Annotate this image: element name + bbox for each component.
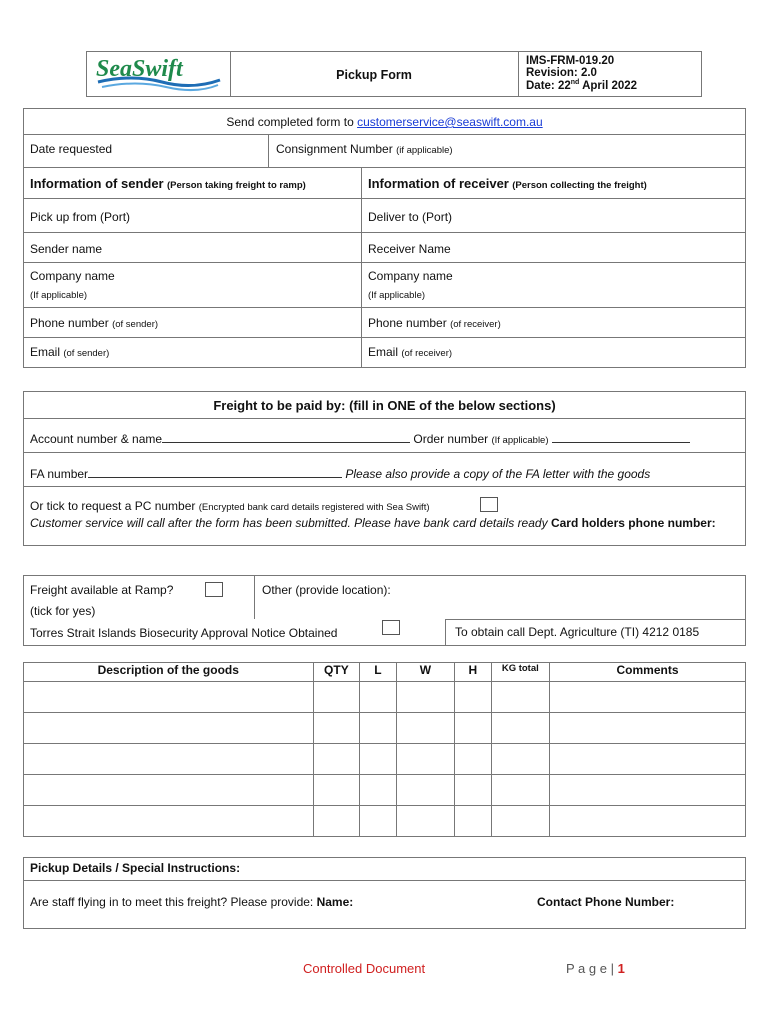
- email-link[interactable]: customerservice@seaswift.com.au: [357, 115, 543, 129]
- goods-cell[interactable]: [455, 806, 492, 837]
- goods-cell[interactable]: [360, 713, 397, 744]
- receiver-heading: Information of receiver (Person collecting the freight): [368, 176, 647, 191]
- receiver-company-label: Company name: [368, 269, 453, 283]
- goods-cell[interactable]: [24, 682, 314, 713]
- goods-cell[interactable]: [455, 744, 492, 775]
- table-row: [24, 713, 746, 744]
- goods-cell[interactable]: [313, 682, 360, 713]
- goods-cell[interactable]: [491, 713, 549, 744]
- goods-header-cell: H: [455, 663, 492, 682]
- goods-cell[interactable]: [550, 806, 746, 837]
- goods-cell[interactable]: [455, 775, 492, 806]
- sender-phone-label: Phone number (of sender): [30, 316, 159, 330]
- consignment-label: Consignment Number (if applicable): [276, 142, 453, 156]
- goods-cell[interactable]: [396, 806, 454, 837]
- sender-heading: Information of sender (Person taking freight to ramp): [30, 176, 306, 191]
- sender-company-note: (If applicable): [30, 290, 88, 301]
- table-row: [24, 806, 746, 837]
- sender-email-label: Email (of sender): [30, 345, 110, 359]
- seaswift-logo: [92, 52, 226, 94]
- goods-cell[interactable]: [24, 744, 314, 775]
- payment-heading: Freight to be paid by: (fill in ONE of the below sections): [213, 398, 556, 413]
- goods-cell[interactable]: [313, 713, 360, 744]
- goods-cell[interactable]: [396, 713, 454, 744]
- goods-header-cell: Comments: [550, 663, 746, 682]
- sender-name-label: Sender name: [30, 242, 103, 256]
- goods-cell[interactable]: [360, 775, 397, 806]
- deliver-port-label: Deliver to (Port): [368, 210, 453, 224]
- date-requested-label: Date requested: [30, 142, 113, 156]
- torres-label: Torres Strait Islands Biosecurity Approval Notice Obtained: [30, 626, 338, 640]
- cs-note: Customer service will call after the form has been submitted. Please have bank card details ready Card holders phone number:: [30, 516, 716, 530]
- goods-cell[interactable]: [24, 775, 314, 806]
- goods-cell[interactable]: [550, 744, 746, 775]
- receiver-company-note: (If applicable): [368, 290, 426, 301]
- tick-note: (tick for yes): [30, 604, 96, 618]
- goods-cell[interactable]: [396, 744, 454, 775]
- details-heading: Pickup Details / Special Instructions:: [30, 861, 241, 875]
- goods-cell[interactable]: [491, 682, 549, 713]
- other-location-label: Other (provide location):: [262, 583, 391, 597]
- fa-line[interactable]: [88, 466, 342, 478]
- receiver-name-label: Receiver Name: [368, 242, 451, 256]
- goods-cell[interactable]: [396, 682, 454, 713]
- ramp-checkbox[interactable]: [205, 582, 223, 597]
- revision: Revision: 2.0: [526, 67, 597, 79]
- controlled-document: Controlled Document: [303, 961, 426, 976]
- goods-header-cell: QTY: [313, 663, 360, 682]
- goods-cell[interactable]: [360, 682, 397, 713]
- sender-company-label: Company name: [30, 269, 115, 283]
- torres-checkbox[interactable]: [382, 620, 400, 635]
- order-line[interactable]: [552, 431, 690, 443]
- goods-cell[interactable]: [491, 806, 549, 837]
- receiver-email-label: Email (of receiver): [368, 345, 453, 359]
- receiver-phone-label: Phone number (of receiver): [368, 316, 501, 330]
- svg-text:SeaSwift: SeaSwift: [96, 56, 183, 82]
- goods-cell[interactable]: [24, 806, 314, 837]
- goods-header-cell: Description of the goods: [24, 663, 314, 682]
- goods-header-cell: W: [396, 663, 454, 682]
- pickup-port-label: Pick up from (Port): [30, 210, 131, 224]
- account-line[interactable]: [162, 431, 410, 443]
- send-instructions: Send completed form to customerservice@seaswift.com.au: [226, 115, 543, 129]
- goods-cell[interactable]: [360, 806, 397, 837]
- goods-cell[interactable]: [313, 744, 360, 775]
- doc-code: IMS-FRM-019.20: [526, 55, 615, 67]
- agriculture-note: To obtain call Dept. Agriculture (TI) 4212 0185: [455, 625, 700, 639]
- goods-cell[interactable]: [550, 682, 746, 713]
- goods-cell[interactable]: [550, 713, 746, 744]
- contact-phone-label: Contact Phone Number:: [537, 895, 675, 909]
- table-row: [24, 744, 746, 775]
- form-title: Pickup Form: [336, 68, 412, 82]
- goods-cell[interactable]: [24, 713, 314, 744]
- goods-cell[interactable]: [491, 744, 549, 775]
- fa-field: FA number Please also provide a copy of the FA letter with the goods: [30, 467, 651, 481]
- goods-cell[interactable]: [455, 713, 492, 744]
- table-row: [24, 775, 746, 806]
- staff-question: Are staff flying in to meet this freight? Please provide: Name:: [30, 895, 354, 909]
- doc-date: Date: 22nd April 2022: [526, 79, 638, 92]
- goods-cell[interactable]: [491, 775, 549, 806]
- goods-header-cell: L: [360, 663, 397, 682]
- goods-cell[interactable]: [313, 806, 360, 837]
- goods-table: [23, 662, 746, 837]
- table-row: [24, 682, 746, 713]
- ramp-label: Freight available at Ramp?: [30, 583, 174, 597]
- goods-cell[interactable]: [313, 775, 360, 806]
- goods-header-cell: KG total: [491, 663, 549, 682]
- goods-cell[interactable]: [550, 775, 746, 806]
- goods-cell[interactable]: [360, 744, 397, 775]
- page-number: P a g e | 1: [566, 961, 625, 976]
- goods-cell[interactable]: [455, 682, 492, 713]
- pc-checkbox[interactable]: [480, 497, 498, 512]
- goods-cell[interactable]: [396, 775, 454, 806]
- account-field: Account number & name Order number (If applicable): [30, 431, 690, 446]
- pc-request: Or tick to request a PC number (Encrypted bank card details registered with Sea Swift): [30, 499, 430, 513]
